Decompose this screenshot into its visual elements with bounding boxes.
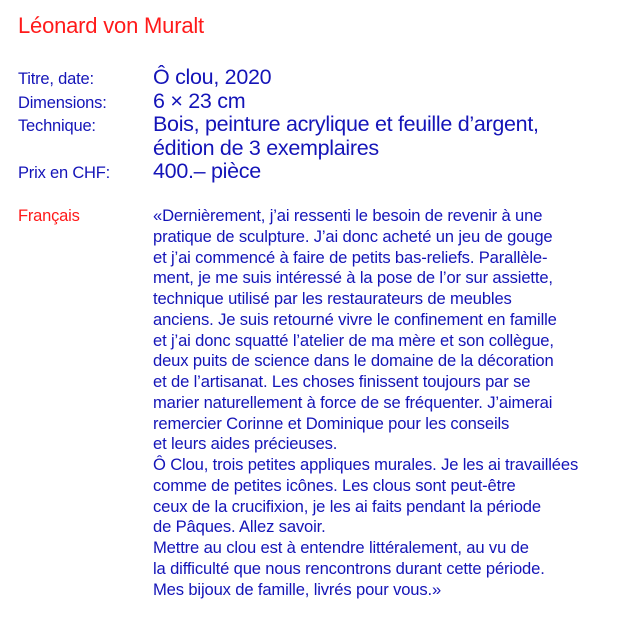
detail-value xyxy=(153,113,539,160)
artist-name: Léonard von Muralt xyxy=(18,13,204,38)
description-line: Mes bijoux de famille, livrés pour vous.» xyxy=(153,579,442,599)
description-line: Ô Clou, trois petites appliques murales. Je les ai travaillées xyxy=(153,455,579,474)
detail-value-line: Ô clou, 2020 xyxy=(153,65,272,89)
description-line: deux puits de science dans le domaine de la décoration xyxy=(153,351,554,371)
detail-value-line: 400.– pièce xyxy=(153,159,261,183)
description-line: anciens. Je suis retourné vivre le confinement en famille xyxy=(153,309,557,329)
detail-row-title-date xyxy=(0,66,640,90)
description-line: de Pâques. Allez savoir. xyxy=(153,517,326,537)
detail-label: Technique: xyxy=(18,117,96,135)
description-line: ceux de la crucifixion, je les ai faits pendant la période xyxy=(153,496,541,516)
detail-value xyxy=(153,90,245,114)
detail-row-technique xyxy=(0,113,640,160)
detail-value-line: Bois, peinture acrylique et feuille d’argent, xyxy=(153,112,539,136)
detail-row-dimensions xyxy=(0,90,640,114)
description-line: comme de petites icônes. Les clous sont peut-être xyxy=(153,475,516,495)
language-label: Français xyxy=(18,207,80,225)
detail-value xyxy=(153,66,271,90)
detail-label: Titre, date: xyxy=(18,70,94,88)
detail-label: Prix en CHF: xyxy=(18,164,111,182)
description-line: Mettre au clou est à entendre littéralement, au vu de xyxy=(153,538,529,557)
description-line: et leurs aides précieuses. xyxy=(153,434,338,454)
description-line: et j’ai commencé à faire de petits bas-reliefs. Parallèle- xyxy=(153,247,548,267)
description-line: et de l’artisanat. Les choses finissent toujours par se xyxy=(153,372,531,391)
detail-label: Dimensions: xyxy=(18,93,107,112)
description-line: la difficulté que nous rencontrons durant cette période. xyxy=(153,558,545,578)
detail-row-price xyxy=(0,160,640,184)
detail-value-line: 6 × 23 cm xyxy=(153,88,246,113)
detail-value xyxy=(153,160,261,184)
description-line: «Dernièrement, j’ai ressenti le besoin de revenir à une xyxy=(153,206,543,225)
detail-value-line: édition de 3 exemplaires xyxy=(153,135,379,160)
description-line: marier naturellement à force de se fréquenter. J’aimerai xyxy=(153,392,553,412)
description-line: remercier Corinne et Dominique pour les conseils xyxy=(153,413,510,433)
description-line: ment, je me suis intéressé à la pose de l’or sur assiette, xyxy=(153,268,553,288)
description-line: technique utilisé par les restaurateurs de meubles xyxy=(153,289,512,308)
description-line: et j’ai donc squatté l’atelier de ma mère et son collègue, xyxy=(153,330,554,350)
artwork-details xyxy=(0,66,640,184)
description-line: pratique de sculpture. J’ai donc acheté un jeu de gouge xyxy=(153,226,553,246)
artwork-description xyxy=(153,206,633,600)
